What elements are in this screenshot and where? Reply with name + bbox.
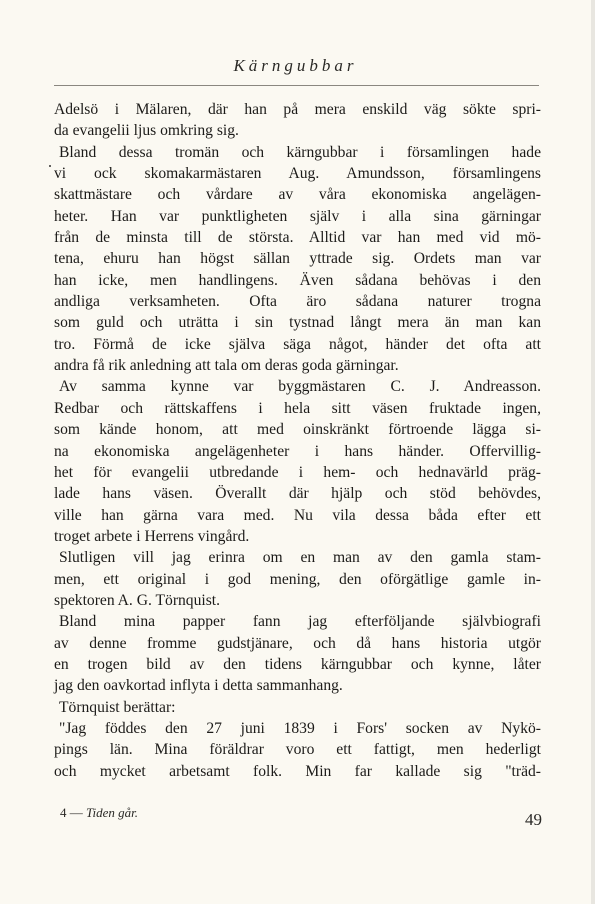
print-speck <box>49 165 51 167</box>
text-line: från de minsta till de största. Alltid var han med vid mö- <box>54 229 541 247</box>
text-line: andra få rik anledning att tala om deras goda gärningar. <box>54 357 399 375</box>
body-text <box>54 99 541 782</box>
text-line: Slutligen vill jag erinra om en man av den gamla stam- <box>59 549 541 567</box>
signature-title: Tiden går. <box>86 805 139 820</box>
text-line: Bland dessa tromän och kärngubbar i församlingen hade <box>59 143 541 161</box>
text-line: av denne fromme gudstjänare, och då hans historia utgör <box>54 634 541 652</box>
text-line: heter. Han var punktligheten själv i alla sina gärningar <box>54 207 541 225</box>
text-line: som kände honom, att med oinskränkt förtroende lägga si- <box>54 421 541 439</box>
text-line: tro. Förmå de icke själva säga något, händer det ofta att <box>54 335 541 353</box>
text-line: na ekonomiska angelägenheter i hans händer. Offervillig- <box>54 442 541 460</box>
text-line: spektoren A. G. Törnquist. <box>54 591 221 609</box>
text-line: ville han gärna vara med. Nu vila dessa båda efter ett <box>54 506 541 524</box>
text-line: som guld och uträtta i sin tystnad långt mera än man kan <box>54 314 541 332</box>
text-line: men, ett original i god mening, den oförgätlige gamle in- <box>54 570 541 588</box>
text-line: pings län. Mina föräldrar voro ett fattigt, men hederligt <box>54 741 541 759</box>
text-line: jag den oavkortad inflyta i detta sammanhang. <box>54 677 343 695</box>
text-line: "Jag föddes den 27 juni 1839 i Fors' socken av Nykö- <box>59 719 541 737</box>
text-line: och mycket arbetsamt folk. Min far kallade sig "träd- <box>54 762 541 780</box>
text-line: vi ock skomakarmästaren Aug. Amundsson, församlingens <box>54 165 541 183</box>
running-head: Kärngubbar <box>233 56 358 75</box>
text-line: skattmästare och vårdare av våra ekonomiska angelägen- <box>54 186 541 204</box>
text-line: Bland mina papper fann jag efterföljande självbiografi <box>59 613 541 631</box>
text-line: da evangelii ljus omkring sig. <box>54 122 239 140</box>
text-line: Törnquist berättar: <box>59 698 176 716</box>
text-line: han icke, men handlingens. Även sådana behövas i den <box>54 271 541 289</box>
text-line: en trogen bild av den tidens kärngubbar och kynne, låter <box>54 655 541 673</box>
text-line: andliga verksamheten. Ofta äro sådana naturer trogna <box>54 293 541 311</box>
text-line: Adelsö i Mälaren, där han på mera enskild väg sökte spri- <box>54 101 541 118</box>
text-line: Redbar och rättskaffens i hela sitt väsen fruktade ingen, <box>54 399 541 417</box>
text-line: troget arbete i Herrens vingård. <box>54 527 250 545</box>
page-number: 49 <box>525 810 542 829</box>
text-line: lade hans väsen. Överallt där hjälp och stöd behövdes, <box>54 485 541 503</box>
text-line: het för evangelii utbredande i hem- och hednavärld präg- <box>54 463 541 481</box>
text-line: tena, ehuru han högst sällan yttrade sig. Ordets man var <box>54 250 541 268</box>
signature-mark <box>60 805 138 821</box>
header-rule <box>54 85 539 86</box>
signature-number: 4 — <box>60 805 83 820</box>
text-line: Av samma kynne var byggmästaren C. J. Andreasson. <box>59 378 541 396</box>
